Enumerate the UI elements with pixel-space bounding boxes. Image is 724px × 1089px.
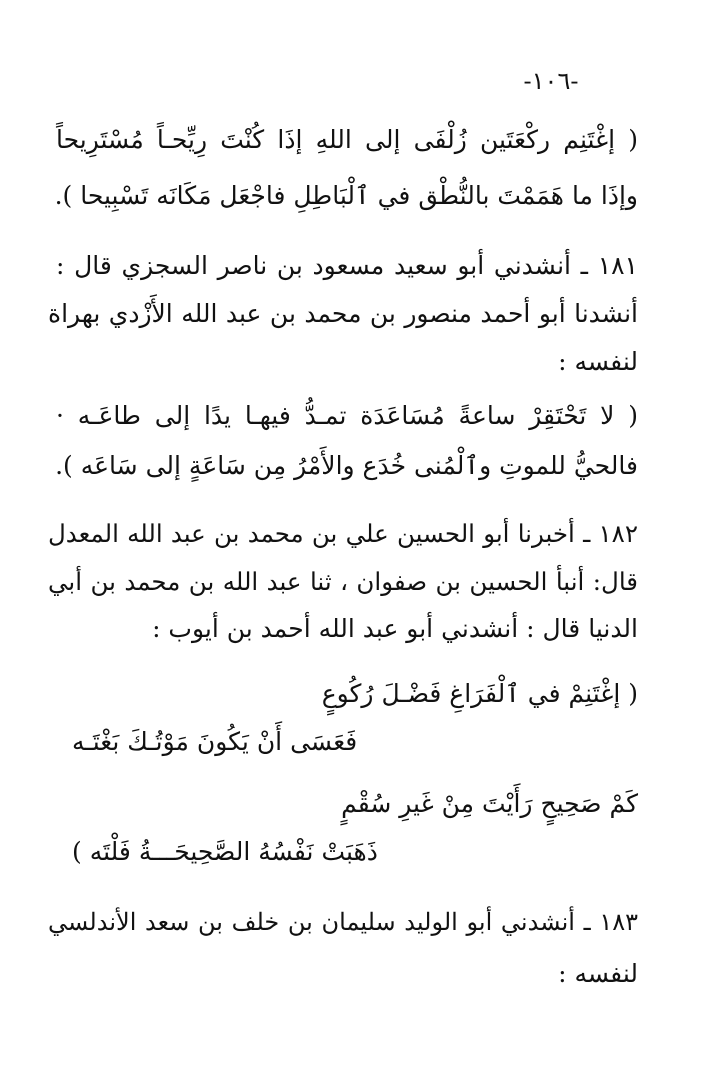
paragraph-line: قال: أنبأ الحسين بن صفوان ، ثنا عبد الله بن محمد بن أبي xyxy=(48,567,638,596)
verse-hemistich: كَمْ صَحِيحٍ رَأَيْتَ مِنْ غَيرِ سُقْمٍ xyxy=(341,789,638,818)
paragraph-line: ١٨١ ـ أنشدني أبو سعيد مسعود بن ناصر السجزي قال : xyxy=(56,251,638,280)
paragraph-line: ١٨٣ ـ أنشدني أبو الوليد سليمان بن خلف بن سعد الأندلسي xyxy=(48,908,638,936)
verse-line: ( إغْتَنِم ركْعَتَين زُلْفَى إلى اللهِ إذَا كُنْتَ رِيِّحـاً مُسْتَرِيحاً xyxy=(56,125,638,154)
paragraph-line: لنفسه : xyxy=(558,347,638,376)
paragraph-line: أنشدنا أبو أحمد منصور بن محمد بن عبد الله الأَزْدي بهراة xyxy=(48,299,638,328)
verse-hemistich: ( إغْتَنِمْ في ٱلْفَرَاغِ فَضْـلَ رُكُوعٍ xyxy=(321,679,638,708)
page-number: -١٠٦- xyxy=(523,67,579,95)
verse-line: ( لا تَحْتَقِرْ ساعةً مُسَاعَدَة تمـدُّ فيهـا يدًا إلى طاعَـه · xyxy=(56,401,638,430)
verse-hemistich: فَعَسَى أَنْ يَكُونَ مَوْتُـكَ بَغْتَـه xyxy=(72,727,358,756)
verse-line: فالحيُّ للموتِ وٱلْمُنى خُدَع والأَمْرُ مِن سَاعَةٍ إلى سَاعَه ). xyxy=(55,451,638,480)
verse-hemistich: ذَهَبَتْ نَفْسُهُ الصَّحِيحَـــةُ فَلْتَه ) xyxy=(72,837,378,866)
paragraph-line: لنفسه : xyxy=(558,959,638,988)
paragraph-line: الدنيا قال : أنشدني أبو عبد الله أحمد بن أيوب : xyxy=(152,614,638,643)
verse-line: وإذَا ما هَمَمْتَ بالنُّطْق في ٱلْبَاطِلِ فاجْعَل مَكَانَه تَسْبِيحا ). xyxy=(54,181,638,210)
paragraph-line: ١٨٢ ـ أخبرنا أبو الحسين علي بن محمد بن عبد الله المعدل xyxy=(48,519,638,548)
